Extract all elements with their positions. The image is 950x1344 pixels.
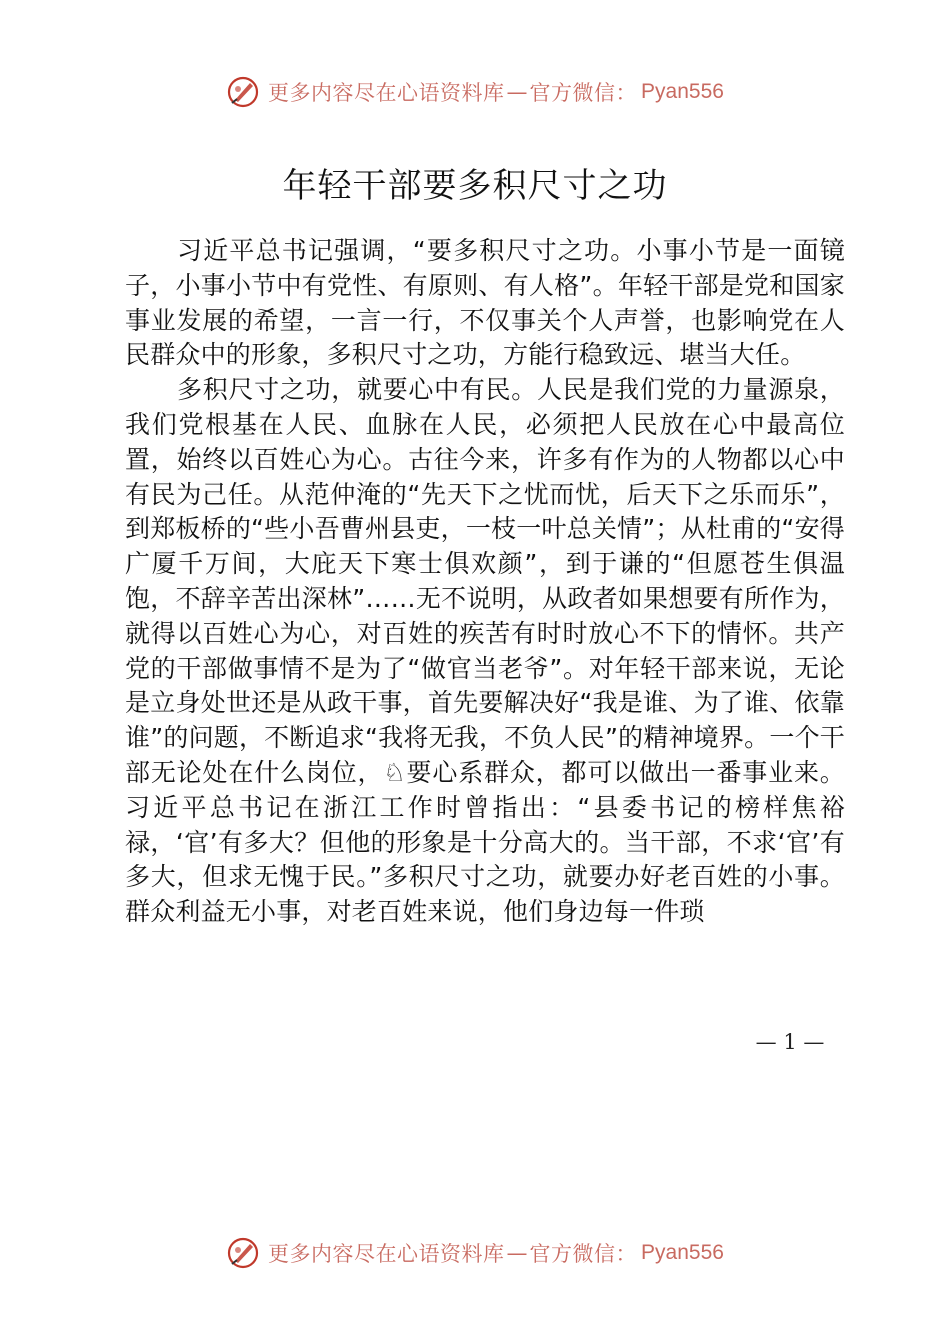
- banner-slogan: 更多内容尽在心语资料库: [268, 81, 505, 105]
- banner-wechat-id: Pyan556: [641, 80, 724, 103]
- document-body: [125, 234, 845, 930]
- banner-dash: —: [506, 80, 528, 104]
- banner-dash: —: [506, 1241, 528, 1265]
- banner-slogan: 更多内容尽在心语资料库: [268, 1242, 505, 1266]
- footer-watermark-banner: [0, 1233, 950, 1273]
- paragraph-1: 习近平总书记强调，“要多积尺寸之功。小事小节是一面镜子，小事小节中有党性、有原则、有人格”。年轻干部是党和国家事业发展的希望，一言一行，不仅事关个人声誉，也影响党在人民群众中的形象，多积尺寸之功，方能行稳致远、堪当大任。: [125, 236, 845, 370]
- banner-wechat-label: 官方微信：: [529, 81, 638, 105]
- page-number: — 1 —: [755, 1030, 825, 1054]
- quill-pen-logo-icon: [226, 1236, 260, 1270]
- paragraph-2: 多积尺寸之功，就要心中有民。人民是我们党的力量源泉，我们党根基在人民、血脉在人民，必须把人民放在心中最高位置，始终以百姓心为心。古往今来，许多有作为的人物都以心中有民为己任。从范仲淹的“先天下之忧而忧，后天下之乐而乐”，到郑板桥的“些小吾曹州县吏，一枝一叶总关情”；从杜甫的“安得广厦千万间，大庇天下寒士俱欢颜”，到于谦的“但愿苍生俱温饱，不辞辛苦出深林”……无不说明，从政者如果想要有所作为，就得以百姓心为心，对百姓的疾苦有时时放心不下的情怀。共产党的干部做事情不是为了“做官当老爷”。对年轻干部来说，无论是立身处世还是从政干事，首先要解决好“我是谁、为了谁、依靠谁”的问题，不断追求“我将无我，不负人民”的精神境界。一个干部无论处在什么岗位，♘要心系群众，都可以做出一番事业来。习近平总书记在浙江工作时曾指出：“县委书记的榜样焦裕禄，‘官’有多大？但他的形象是十分高大的。当干部，不求‘官’有多大，但求无愧于民。”多积尺寸之功，就要办好老百姓的小事。群众利益无小事，对老百姓来说，他们身边每一件琐: [125, 375, 845, 927]
- quill-pen-logo-icon: [226, 75, 260, 109]
- banner-wechat-id: Pyan556: [641, 1241, 724, 1264]
- banner-wechat-label: 官方微信：: [529, 1242, 638, 1266]
- header-watermark-banner: [0, 72, 950, 112]
- document-title: 年轻干部要多积尺寸之功: [282, 166, 668, 206]
